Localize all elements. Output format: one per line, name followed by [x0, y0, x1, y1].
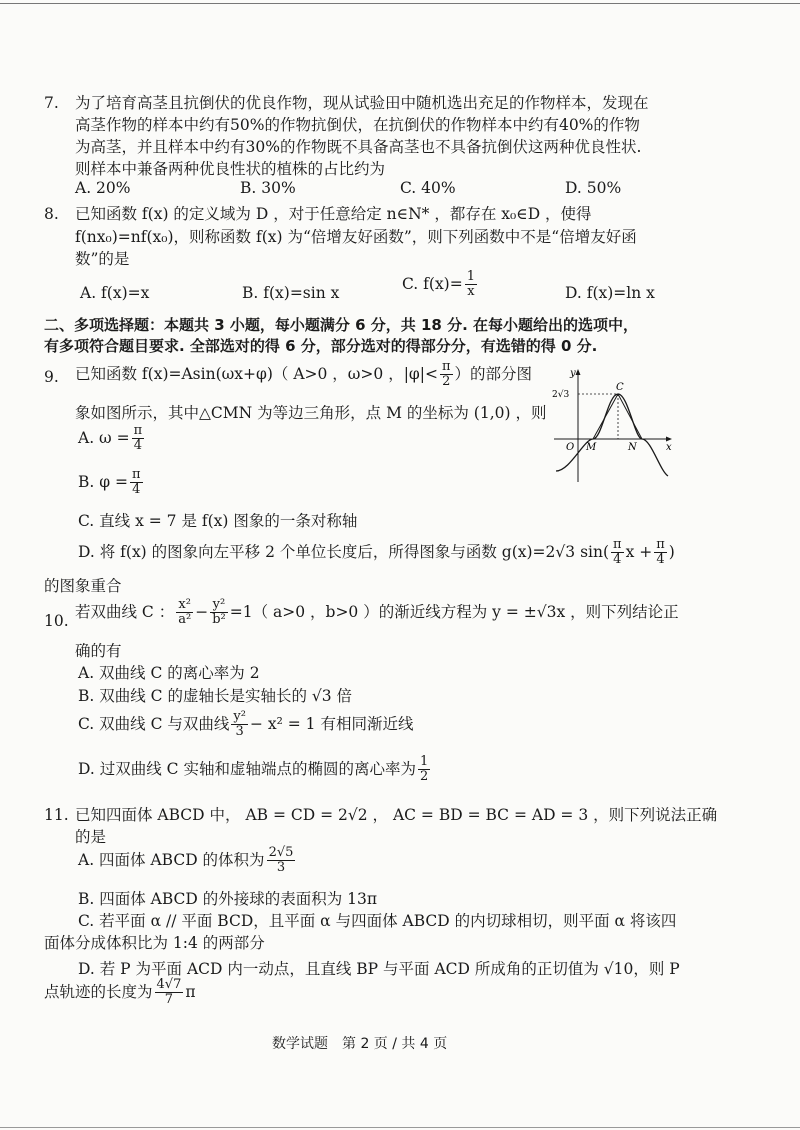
fraction	[267, 846, 296, 876]
triangle-side-cn	[618, 394, 642, 439]
text-part: =1（ a>0 ，b>0 ）的渐近线方程为 y = ±√3x ，则下列结论正	[229, 602, 679, 621]
option-c: C. 直线 x = 7 是 f(x) 图象的一条对称轴	[78, 512, 358, 530]
fraction-num: π	[613, 537, 622, 552]
point-c-label: C	[616, 382, 624, 393]
fraction-den: 4	[132, 482, 141, 498]
question-number: 7.	[44, 94, 59, 112]
question-text: 确的有	[75, 642, 122, 660]
y-axis-label: y	[570, 368, 576, 379]
fraction-den: 2	[442, 374, 451, 390]
option-b: B. 四面体 ABCD 的外接球的表面积为 13π	[78, 890, 378, 908]
fraction-num: x²	[176, 598, 193, 613]
text-part: π	[185, 982, 196, 1001]
option-label: A. 四面体 ABCD 的体积为	[78, 850, 265, 869]
sine-curve	[556, 394, 668, 476]
option-c-cont: 面体分成体积比为 1:4 的两部分	[44, 934, 265, 952]
question-text: 的图象重合	[44, 577, 122, 595]
option-a: A. f(x)=x	[80, 284, 150, 302]
option-a: A. 双曲线 C 的离心率为 2	[78, 664, 260, 682]
fraction-den: a²	[178, 612, 192, 628]
fraction-num: 4√7	[156, 977, 182, 992]
text-part: )	[668, 542, 675, 561]
fraction	[654, 538, 667, 568]
top-rule	[0, 3, 800, 4]
option-b	[78, 468, 145, 498]
option-b: B. 双曲线 C 的虚轴长是实轴长的 √3 倍	[78, 687, 353, 705]
fraction	[132, 424, 145, 454]
fraction	[465, 270, 477, 300]
option-label: B. φ =	[78, 472, 129, 491]
option-b: B. 30%	[240, 179, 296, 197]
fraction	[176, 598, 193, 628]
option-d: D. f(x)=ln x	[565, 284, 655, 302]
text-part: ）的部分图	[454, 364, 533, 383]
question-text: 高茎作物的样本中约有50%的作物抗倒伏，在抗倒伏的作物样本中约有40%的作物	[75, 116, 640, 134]
section-line: 二、多项选择题：本题共 3 小题，每小题满分 6 分，共 18 分. 在每小题给出的选项中，	[44, 316, 639, 334]
text-part: − x² = 1 有相同渐近线	[249, 714, 414, 733]
x-axis-label: x	[666, 442, 672, 453]
option-c	[78, 710, 413, 740]
fraction-num: π	[442, 359, 451, 374]
option-d: D. 50%	[565, 179, 622, 197]
option-d-cont	[44, 978, 196, 1008]
text-part: 若双曲线 C ：	[75, 602, 175, 621]
option-label: A. ω =	[78, 428, 130, 447]
fraction-num: 1	[419, 754, 429, 769]
option-c	[402, 270, 479, 300]
question-text	[75, 598, 679, 628]
question-text: 已知函数 f(x) 的定义域为 D ，对于任意给定 n∈N* ，都存在 x₀∈D ，使得	[75, 205, 592, 223]
question-text: 象如图所示，其中△CMN 为等边三角形，点 M 的坐标为 (1,0) ，则	[75, 404, 547, 422]
y-axis-arrow	[576, 369, 581, 375]
origin-label: O	[566, 442, 575, 453]
option-a	[78, 846, 297, 876]
option-label: C. 双曲线 C 与双曲线	[78, 714, 230, 733]
triangle-side-cm	[593, 394, 618, 439]
option-c: C. 若平面 α // 平面 BCD，且平面 α 与四面体 ABCD 的内切球相切，则平面 α 将该四	[78, 912, 677, 930]
sine-graph-figure	[550, 366, 675, 484]
fraction	[440, 360, 453, 390]
section-line: 有多项符合题目要求. 全部选对的得 6 分，部分选对的得部分分，有选错的得 0 分.	[44, 337, 598, 355]
question-number: 10.	[44, 612, 69, 630]
fraction-den: 4	[133, 438, 143, 454]
fraction-den: b²	[212, 612, 226, 628]
option-c-label: C. f(x)=	[402, 274, 463, 293]
fraction	[210, 598, 228, 628]
question-text: 为了培育高茎且抗倒伏的优良作物，现从试验田中随机选出充足的作物样本，发现在	[75, 94, 649, 112]
option-d: D. 若 P 为平面 ACD 内一动点，且直线 BP 与平面 ACD 所成角的正切值为 √10，则 P	[78, 960, 680, 978]
point-n-label: N	[628, 442, 637, 453]
question-text: 为高茎，并且样本中约有30%的作物既不具备高茎也不具备抗倒伏这两种优良性状.	[75, 138, 642, 156]
option-d	[78, 755, 432, 785]
question-text	[75, 360, 532, 390]
fraction-num: y²	[210, 598, 228, 613]
fraction-den: 7	[164, 992, 174, 1008]
question-text: 则样本中兼备两种优良性状的植株的占比约为	[75, 160, 386, 178]
text-part: 已知函数 f(x)=Asin(ωx+φ)（ A>0 ，ω>0 ，|φ|<	[75, 364, 438, 383]
bottom-rule	[0, 1127, 800, 1128]
fraction	[155, 978, 184, 1008]
question-number: 9.	[44, 368, 59, 386]
fraction-den: 3	[276, 860, 286, 876]
fraction-num: π	[132, 467, 141, 482]
question-number: 8.	[44, 205, 59, 223]
fraction-num: π	[133, 423, 143, 438]
question-text: 的是	[75, 828, 107, 846]
option-a	[78, 424, 146, 454]
question-text: 数”的是	[75, 250, 130, 268]
option-a: A. 20%	[75, 179, 131, 197]
fraction-den: 3	[235, 724, 244, 740]
option-c: C. 40%	[400, 179, 456, 197]
text-part: x +	[625, 542, 653, 561]
fraction	[611, 538, 624, 568]
option-label: 点轨迹的长度为	[44, 982, 153, 1001]
page-footer: 数学试题 第 2 页 / 共 4 页	[272, 1036, 448, 1052]
fraction-num: 2√5	[268, 845, 294, 860]
x-axis-arrow	[666, 437, 672, 442]
y-max-label: 2√3	[552, 390, 570, 400]
question-text: f(nx₀)=nf(x₀)，则称函数 f(x) 为“倍增友好函数”，则下列函数中不是“倍增友好函	[75, 228, 637, 246]
fraction-den: 4	[656, 552, 665, 568]
option-b: B. f(x)=sin x	[242, 284, 340, 302]
fraction	[130, 468, 143, 498]
fraction-den: x	[467, 284, 475, 300]
point-m-label: M	[586, 442, 597, 453]
fraction-num: 1	[466, 269, 476, 284]
fraction	[231, 710, 248, 740]
question-number: 11.	[44, 806, 69, 824]
fraction-den: 4	[613, 552, 622, 568]
option-label: D. 过双曲线 C 实轴和虚轴端点的椭圆的离心率为	[78, 759, 416, 778]
question-text: 已知四面体 ABCD 中， AB = CD = 2√2 ， AC = BD = BC = AD = 3 ，则下列说法正确	[75, 806, 718, 824]
fraction	[418, 755, 430, 785]
fraction-den: 2	[419, 769, 429, 785]
fraction-num: y²	[233, 709, 246, 724]
minus-sign: −	[195, 602, 209, 621]
option-label: D. 将 f(x) 的图象向左平移 2 个单位长度后，所得图象与函数 g(x)=2√3 sin(	[78, 542, 610, 561]
option-d	[78, 538, 675, 568]
fraction-num: π	[656, 537, 665, 552]
